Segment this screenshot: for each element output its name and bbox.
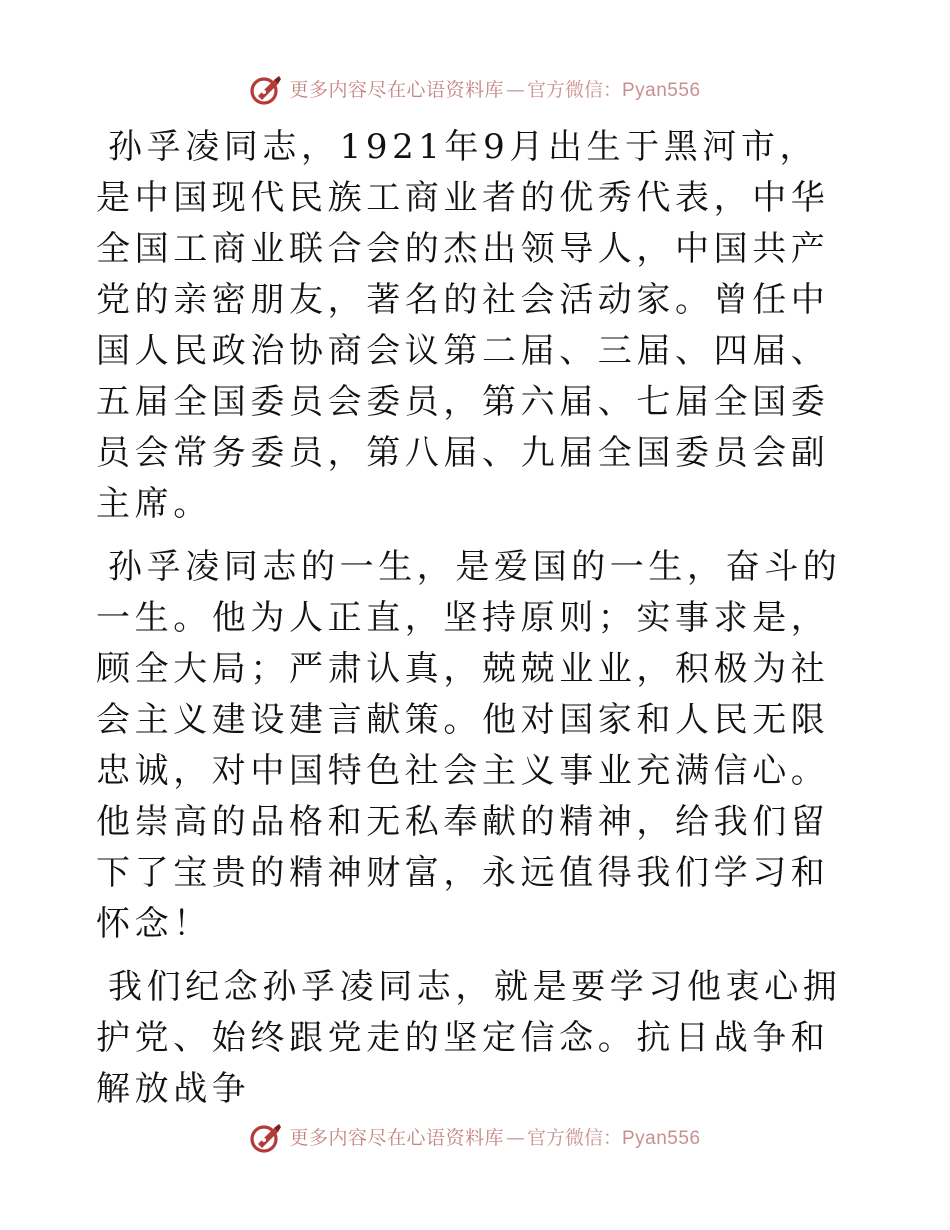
header-banner <box>0 70 950 110</box>
footer-banner-separator: — <box>505 1126 525 1149</box>
header-wechat-label: 官方微信： <box>526 78 622 101</box>
footer-banner-text <box>289 1126 701 1149</box>
paragraph-2: 孙孚凌同志的一生，是爱国的一生，奋斗的一生。他为人正直，坚持原则；实事求是，顾全大局；严肃认真，兢兢业业，积极为社会主义建设建言献策。他对国家和人民无限忠诚，对中国特色社会主义事业充满信心。他崇高的品格和无私奉献的精神，给我们留下了宝贵的精神财富，永远值得我们学习和怀念！ <box>96 547 842 944</box>
header-banner-title: 更多内容尽在心语资料库 <box>289 78 504 101</box>
header-wechat-id: Pyan556 <box>622 79 701 101</box>
header-banner-text <box>289 78 701 101</box>
header-banner-separator: — <box>505 78 525 101</box>
paragraph-1: 孙孚凌同志，1921年9月出生于黑河市，是中国现代民族工商业者的优秀代表，中华全国工商业联合会的杰出领导人，中国共产党的亲密朋友，著名的社会活动家。曾任中国人民政治协商会议第二届、三届、四届、五届全国委员会委员，第六届、七届全国委员会常务委员，第八届、九届全国委员会副主席。 <box>96 127 830 524</box>
document-body <box>96 122 852 1127</box>
footer-wechat-label: 官方微信： <box>526 1126 622 1149</box>
footer-banner-title: 更多内容尽在心语资料库 <box>289 1126 504 1149</box>
paragraph-3: 我们纪念孙孚凌同志，就是要学习他衷心拥护党、始终跟党走的坚定信念。抗日战争和解放战争 <box>96 967 842 1109</box>
pen-nib-logo-icon <box>249 73 283 107</box>
footer-wechat-id: Pyan556 <box>622 1127 701 1149</box>
footer-banner <box>0 1118 950 1158</box>
pen-nib-logo-icon <box>249 1121 283 1155</box>
